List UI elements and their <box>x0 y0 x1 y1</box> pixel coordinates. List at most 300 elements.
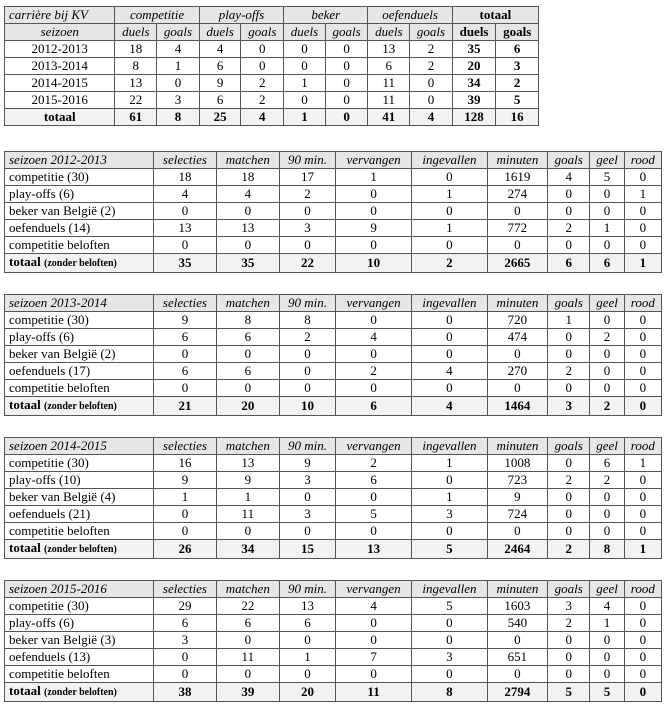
table-cell: 0 <box>624 380 661 397</box>
season-total-row <box>5 397 662 416</box>
table-cell: 3 <box>411 649 487 666</box>
table-cell: 11 <box>216 649 279 666</box>
season-title: seizoen 2012-2013 <box>5 152 154 169</box>
table-cell: 6 <box>547 254 590 273</box>
table-cell: 22 <box>279 254 335 273</box>
table-cell: 1 <box>590 615 624 632</box>
table-cell: 0 <box>547 666 590 683</box>
table-cell: 0 <box>590 489 624 506</box>
table-cell: 2 <box>336 455 412 472</box>
table-cell: 8 <box>411 683 487 702</box>
table-row <box>5 363 662 380</box>
table-cell: 1 <box>154 489 217 506</box>
table-cell: 3 <box>154 632 217 649</box>
table-cell: 0 <box>590 346 624 363</box>
column-header: minuten <box>487 581 547 598</box>
table-cell: 0 <box>284 41 326 58</box>
sub-header: duels <box>284 24 326 41</box>
table-cell: 274 <box>487 186 547 203</box>
table-cell: 720 <box>487 312 547 329</box>
table-cell: 35 <box>216 254 279 273</box>
table-cell: 0 <box>336 632 412 649</box>
season-table <box>4 294 662 416</box>
season-title: seizoen 2013-2014 <box>5 295 154 312</box>
table-cell: 0 <box>216 237 279 254</box>
table-cell: 1 <box>624 540 661 559</box>
table-cell: 0 <box>154 506 217 523</box>
table-cell: 13 <box>216 455 279 472</box>
table-cell: 0 <box>590 632 624 649</box>
row-label: competitie beloften <box>5 380 154 397</box>
table-cell: 0 <box>411 169 487 186</box>
table-cell: 6 <box>216 329 279 346</box>
table-cell: 4 <box>547 169 590 186</box>
table-cell: 35 <box>154 254 217 273</box>
table-cell: 6 <box>154 615 217 632</box>
total-note: (zonder beloften) <box>44 544 117 555</box>
row-label: oefenduels (21) <box>5 506 154 523</box>
table-cell: 0 <box>154 203 217 220</box>
table-row <box>5 489 662 506</box>
table-cell: 0 <box>279 632 335 649</box>
table-cell: 128 <box>452 109 496 126</box>
table-cell: 0 <box>279 346 335 363</box>
table-cell: 0 <box>624 397 661 416</box>
table-cell: 0 <box>547 489 590 506</box>
table-cell: 9 <box>154 472 217 489</box>
table-cell: 1 <box>411 489 487 506</box>
table-cell: 9 <box>279 455 335 472</box>
table-cell: 0 <box>547 346 590 363</box>
table-cell: 0 <box>154 346 217 363</box>
table-cell: 16 <box>154 455 217 472</box>
table-cell: 5 <box>547 683 590 702</box>
table-cell: 2 <box>547 363 590 380</box>
table-cell: 0 <box>157 75 200 92</box>
row-label: competitie (30) <box>5 312 154 329</box>
table-cell: 2 <box>547 472 590 489</box>
table-cell: 2464 <box>487 540 547 559</box>
table-cell: 20 <box>452 58 496 75</box>
table-cell: 540 <box>487 615 547 632</box>
table-cell: 0 <box>624 506 661 523</box>
table-cell: 0 <box>336 489 412 506</box>
season-header-row <box>5 295 662 312</box>
table-cell: 0 <box>411 666 487 683</box>
table-cell: 0 <box>624 237 661 254</box>
table-cell: 0 <box>624 489 661 506</box>
column-header: geel <box>590 152 624 169</box>
table-cell: 2 <box>279 329 335 346</box>
column-header: geel <box>590 295 624 312</box>
row-label: beker van België (2) <box>5 203 154 220</box>
table-cell: 0 <box>547 649 590 666</box>
table-cell: 3 <box>411 506 487 523</box>
table-cell: 6 <box>154 363 217 380</box>
table-cell: 18 <box>115 41 157 58</box>
table-cell: 0 <box>624 632 661 649</box>
table-cell: 0 <box>279 363 335 380</box>
table-cell: 61 <box>115 109 157 126</box>
table-cell: 6 <box>199 92 241 109</box>
table-cell: 0 <box>590 203 624 220</box>
table-row <box>5 455 662 472</box>
table-cell: 0 <box>279 237 335 254</box>
column-header: selecties <box>154 581 217 598</box>
career-season-row <box>5 75 539 92</box>
table-row <box>5 346 662 363</box>
season-cell: 2012-2013 <box>5 41 115 58</box>
table-cell: 1 <box>547 312 590 329</box>
table-cell: 5 <box>336 506 412 523</box>
column-header: matchen <box>216 152 279 169</box>
table-cell: 2665 <box>487 254 547 273</box>
table-cell: 4 <box>336 598 412 615</box>
table-cell: 0 <box>154 237 217 254</box>
table-cell: 39 <box>452 92 496 109</box>
table-cell: 0 <box>624 666 661 683</box>
table-cell: 0 <box>154 523 217 540</box>
table-cell: 8 <box>279 312 335 329</box>
table-cell: 0 <box>336 666 412 683</box>
column-header: vervangen <box>336 438 412 455</box>
season-cell: 2013-2014 <box>5 58 115 75</box>
column-header: ingevallen <box>411 581 487 598</box>
total-label: totaal <box>9 254 41 269</box>
table-cell: 8 <box>590 540 624 559</box>
column-header: matchen <box>216 438 279 455</box>
table-cell: 4 <box>411 363 487 380</box>
table-cell: 13 <box>216 220 279 237</box>
total-label-cell <box>5 397 154 416</box>
table-cell: 3 <box>547 397 590 416</box>
table-cell: 10 <box>279 397 335 416</box>
table-cell: 0 <box>487 523 547 540</box>
table-cell: 0 <box>325 109 368 126</box>
table-cell: 0 <box>410 92 453 109</box>
table-cell: 0 <box>154 380 217 397</box>
table-cell: 4 <box>411 397 487 416</box>
table-cell: 4 <box>241 109 284 126</box>
column-header: 90 min. <box>279 581 335 598</box>
total-label-cell <box>5 683 154 702</box>
table-cell: 0 <box>624 615 661 632</box>
season-header-row <box>5 152 662 169</box>
table-cell: 2 <box>547 615 590 632</box>
table-cell: 5 <box>590 683 624 702</box>
column-header: ingevallen <box>411 295 487 312</box>
table-cell: 0 <box>547 523 590 540</box>
table-cell: 0 <box>624 329 661 346</box>
table-cell: 20 <box>216 397 279 416</box>
table-cell: 0 <box>411 312 487 329</box>
table-cell: 0 <box>624 523 661 540</box>
table-cell: 0 <box>216 380 279 397</box>
column-header: 90 min. <box>279 438 335 455</box>
sub-header: goals <box>496 24 539 41</box>
table-cell: 38 <box>154 683 217 702</box>
table-cell: 0 <box>624 363 661 380</box>
row-label: oefenduels (17) <box>5 363 154 380</box>
column-header: 90 min. <box>279 295 335 312</box>
table-cell: 29 <box>154 598 217 615</box>
career-sub-header-row <box>5 24 539 41</box>
sub-header: goals <box>157 24 200 41</box>
total-label-cell <box>5 540 154 559</box>
table-cell: 2 <box>410 58 453 75</box>
table-cell: 6 <box>336 397 412 416</box>
table-cell: 13 <box>115 75 157 92</box>
sub-header: duels <box>368 24 410 41</box>
table-cell: 0 <box>411 380 487 397</box>
table-cell: 0 <box>624 649 661 666</box>
table-cell: 1 <box>336 169 412 186</box>
table-cell: 270 <box>487 363 547 380</box>
table-cell: 0 <box>216 346 279 363</box>
table-cell: 0 <box>487 632 547 649</box>
table-row <box>5 649 662 666</box>
table-cell: 2 <box>279 186 335 203</box>
season-title: seizoen 2015-2016 <box>5 581 154 598</box>
table-cell: 0 <box>154 649 217 666</box>
column-header: ingevallen <box>411 438 487 455</box>
table-cell: 724 <box>487 506 547 523</box>
table-cell: 0 <box>216 632 279 649</box>
total-label: totaal <box>9 397 41 412</box>
table-cell: 0 <box>487 666 547 683</box>
table-cell: 0 <box>547 455 590 472</box>
table-cell: 0 <box>624 203 661 220</box>
row-label: oefenduels (14) <box>5 220 154 237</box>
table-cell: 6 <box>216 615 279 632</box>
table-cell: 11 <box>368 92 410 109</box>
table-cell: 723 <box>487 472 547 489</box>
row-label: competitie (30) <box>5 598 154 615</box>
table-cell: 8 <box>216 312 279 329</box>
table-cell: 0 <box>624 346 661 363</box>
table-cell: 2 <box>590 472 624 489</box>
table-cell: 0 <box>336 312 412 329</box>
column-header: rood <box>624 295 661 312</box>
table-cell: 6 <box>336 472 412 489</box>
table-cell: 2 <box>590 397 624 416</box>
table-cell: 13 <box>279 598 335 615</box>
sub-header: goals <box>241 24 284 41</box>
total-note: (zonder beloften) <box>44 258 117 269</box>
table-cell: 0 <box>284 58 326 75</box>
table-cell: 0 <box>411 237 487 254</box>
table-cell: 6 <box>154 329 217 346</box>
column-header: selecties <box>154 438 217 455</box>
row-label: competitie (30) <box>5 455 154 472</box>
column-header: vervangen <box>336 581 412 598</box>
table-cell: 1 <box>284 75 326 92</box>
table-cell: 4 <box>199 41 241 58</box>
table-cell: 2 <box>590 329 624 346</box>
table-cell: 1 <box>216 489 279 506</box>
table-cell: 0 <box>590 649 624 666</box>
table-cell: 0 <box>624 472 661 489</box>
table-cell: 0 <box>336 237 412 254</box>
table-cell: 0 <box>325 58 368 75</box>
total-note: (zonder beloften) <box>44 687 117 698</box>
season-header-row <box>5 438 662 455</box>
table-cell: 4 <box>590 598 624 615</box>
table-cell: 0 <box>411 329 487 346</box>
table-cell: 2 <box>241 92 284 109</box>
table-cell: 9 <box>154 312 217 329</box>
column-header: matchen <box>216 295 279 312</box>
career-season-row <box>5 58 539 75</box>
table-cell: 1 <box>624 254 661 273</box>
table-cell: 20 <box>279 683 335 702</box>
table-cell: 0 <box>590 666 624 683</box>
table-cell: 3 <box>496 58 539 75</box>
table-cell: 17 <box>279 169 335 186</box>
column-header: goals <box>547 438 590 455</box>
season-title: seizoen 2014-2015 <box>5 438 154 455</box>
table-cell: 0 <box>624 312 661 329</box>
table-cell: 1 <box>624 455 661 472</box>
table-cell: 0 <box>547 329 590 346</box>
career-group-header-row <box>5 7 539 24</box>
table-cell: 0 <box>336 523 412 540</box>
column-header: goals <box>547 581 590 598</box>
table-cell: 2 <box>496 75 539 92</box>
table-cell: 0 <box>411 615 487 632</box>
table-row <box>5 312 662 329</box>
row-label: beker van België (4) <box>5 489 154 506</box>
row-label: play-offs (6) <box>5 329 154 346</box>
row-label: play-offs (10) <box>5 472 154 489</box>
row-label: competitie (30) <box>5 169 154 186</box>
row-label: play-offs (6) <box>5 615 154 632</box>
table-cell: 0 <box>216 666 279 683</box>
sub-header: duels <box>452 24 496 41</box>
column-header: minuten <box>487 152 547 169</box>
table-cell: 41 <box>368 109 410 126</box>
table-cell: 34 <box>452 75 496 92</box>
table-row <box>5 523 662 540</box>
table-cell: 0 <box>590 186 624 203</box>
column-header: rood <box>624 581 661 598</box>
table-cell: 5 <box>411 598 487 615</box>
table-row <box>5 598 662 615</box>
table-cell: 0 <box>590 506 624 523</box>
table-cell: 25 <box>199 109 241 126</box>
table-row <box>5 237 662 254</box>
table-cell: 3 <box>279 220 335 237</box>
column-header: goals <box>547 295 590 312</box>
table-cell: 1 <box>157 58 200 75</box>
season-table <box>4 437 662 559</box>
table-cell: 3 <box>279 472 335 489</box>
table-cell: 4 <box>336 329 412 346</box>
table-cell: 8 <box>157 109 200 126</box>
table-cell: 0 <box>624 220 661 237</box>
table-cell: 15 <box>279 540 335 559</box>
table-cell: 6 <box>496 41 539 58</box>
row-label: beker van België (3) <box>5 632 154 649</box>
total-label: totaal <box>9 540 41 555</box>
table-cell: 2 <box>547 220 590 237</box>
table-cell: 0 <box>241 58 284 75</box>
table-row <box>5 203 662 220</box>
season-cell: 2015-2016 <box>5 92 115 109</box>
table-cell: 4 <box>216 186 279 203</box>
table-cell: 651 <box>487 649 547 666</box>
table-cell: 13 <box>368 41 410 58</box>
table-cell: 2794 <box>487 683 547 702</box>
table-cell: 16 <box>496 109 539 126</box>
career-title: carrière bij KV <box>5 7 115 24</box>
career-total-label: totaal <box>5 109 115 126</box>
table-cell: 0 <box>487 346 547 363</box>
table-cell: 1 <box>284 109 326 126</box>
table-cell: 0 <box>411 632 487 649</box>
table-cell: 772 <box>487 220 547 237</box>
table-row <box>5 615 662 632</box>
column-header: rood <box>624 152 661 169</box>
table-row <box>5 506 662 523</box>
table-cell: 3 <box>279 506 335 523</box>
career-rows <box>5 41 539 109</box>
table-cell: 18 <box>154 169 217 186</box>
table-cell: 11 <box>368 75 410 92</box>
table-row <box>5 380 662 397</box>
table-cell: 0 <box>590 237 624 254</box>
season-cell: 2014-2015 <box>5 75 115 92</box>
table-cell: 9 <box>336 220 412 237</box>
table-cell: 9 <box>487 489 547 506</box>
table-cell: 474 <box>487 329 547 346</box>
career-season-row <box>5 41 539 58</box>
table-cell: 7 <box>336 649 412 666</box>
total-label-cell <box>5 254 154 273</box>
table-cell: 3 <box>157 92 200 109</box>
table-cell: 35 <box>452 41 496 58</box>
table-cell: 0 <box>410 75 453 92</box>
table-row <box>5 329 662 346</box>
table-cell: 22 <box>216 598 279 615</box>
table-cell: 0 <box>336 203 412 220</box>
column-header: vervangen <box>336 152 412 169</box>
row-label: beker van België (2) <box>5 346 154 363</box>
table-cell: 0 <box>325 75 368 92</box>
group-header: beker <box>284 7 368 24</box>
table-cell: 4 <box>410 109 453 126</box>
table-cell: 6 <box>199 58 241 75</box>
table-cell: 6 <box>368 58 410 75</box>
table-cell: 0 <box>279 523 335 540</box>
career-total-row <box>5 109 539 126</box>
table-cell: 5 <box>590 169 624 186</box>
table-cell: 0 <box>216 523 279 540</box>
column-header: selecties <box>154 295 217 312</box>
row-label: oefenduels (13) <box>5 649 154 666</box>
table-cell: 22 <box>115 92 157 109</box>
table-cell: 18 <box>216 169 279 186</box>
table-cell: 2 <box>241 75 284 92</box>
table-row <box>5 220 662 237</box>
table-cell: 0 <box>411 523 487 540</box>
column-header: selecties <box>154 152 217 169</box>
table-cell: 0 <box>154 666 217 683</box>
table-cell: 11 <box>336 683 412 702</box>
table-cell: 6 <box>590 254 624 273</box>
table-cell: 0 <box>590 523 624 540</box>
table-cell: 0 <box>487 237 547 254</box>
